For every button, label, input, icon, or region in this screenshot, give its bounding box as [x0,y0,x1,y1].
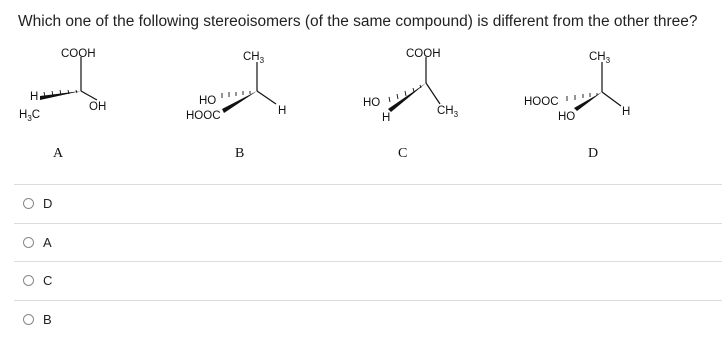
structure-c [363,48,459,124]
radio-button[interactable] [23,237,34,248]
answer-options [14,184,722,338]
structure-label-b: B [235,146,245,161]
structures-drawing [0,40,722,170]
option-a[interactable] [14,223,722,262]
option-c[interactable] [14,261,722,300]
structure-c-left-top: HO [363,97,381,109]
structure-b-left-bottom: HOOC [186,110,221,122]
structure-c-left-bottom: H [382,112,391,124]
structure-a-left-bottom: $H_3C$ [19,109,41,123]
option-label[interactable]: D [43,196,53,211]
option-d[interactable] [14,184,722,223]
structure-b-top: $CH_3$ [243,51,265,65]
structure-d [524,51,630,123]
option-label[interactable]: A [43,234,52,250]
structure-label-a: A [53,146,64,161]
structure-b [186,51,286,122]
structure-d-left-bottom: HO [558,111,576,123]
structure-a [19,48,106,123]
option-label[interactable]: B [43,311,52,327]
structure-a-top: COOH [61,48,96,60]
radio-button[interactable] [23,198,34,209]
structure-d-right: H [622,106,631,118]
option-label[interactable]: C [43,273,53,288]
structure-a-right: OH [89,101,107,113]
structure-c-top: COOH [406,48,441,60]
structure-d-left-top: HOOC [524,96,559,108]
option-b[interactable] [14,300,722,339]
structure-c-right: $CH_3$ [437,105,459,119]
structures-panel [0,40,722,170]
radio-button[interactable] [23,314,34,325]
radio-button[interactable] [23,275,34,286]
structure-label-d: D [588,146,599,161]
structure-b-right: H [278,105,287,117]
structure-label-c: C [398,146,408,161]
structure-d-top: $CH_3$ [589,51,611,65]
structure-b-left-top: HO [199,95,217,107]
question-text: Which one of the following stereoisomers (of the same compound) is different from the other three? [18,13,698,30]
structure-a-left-top: H [30,91,39,103]
